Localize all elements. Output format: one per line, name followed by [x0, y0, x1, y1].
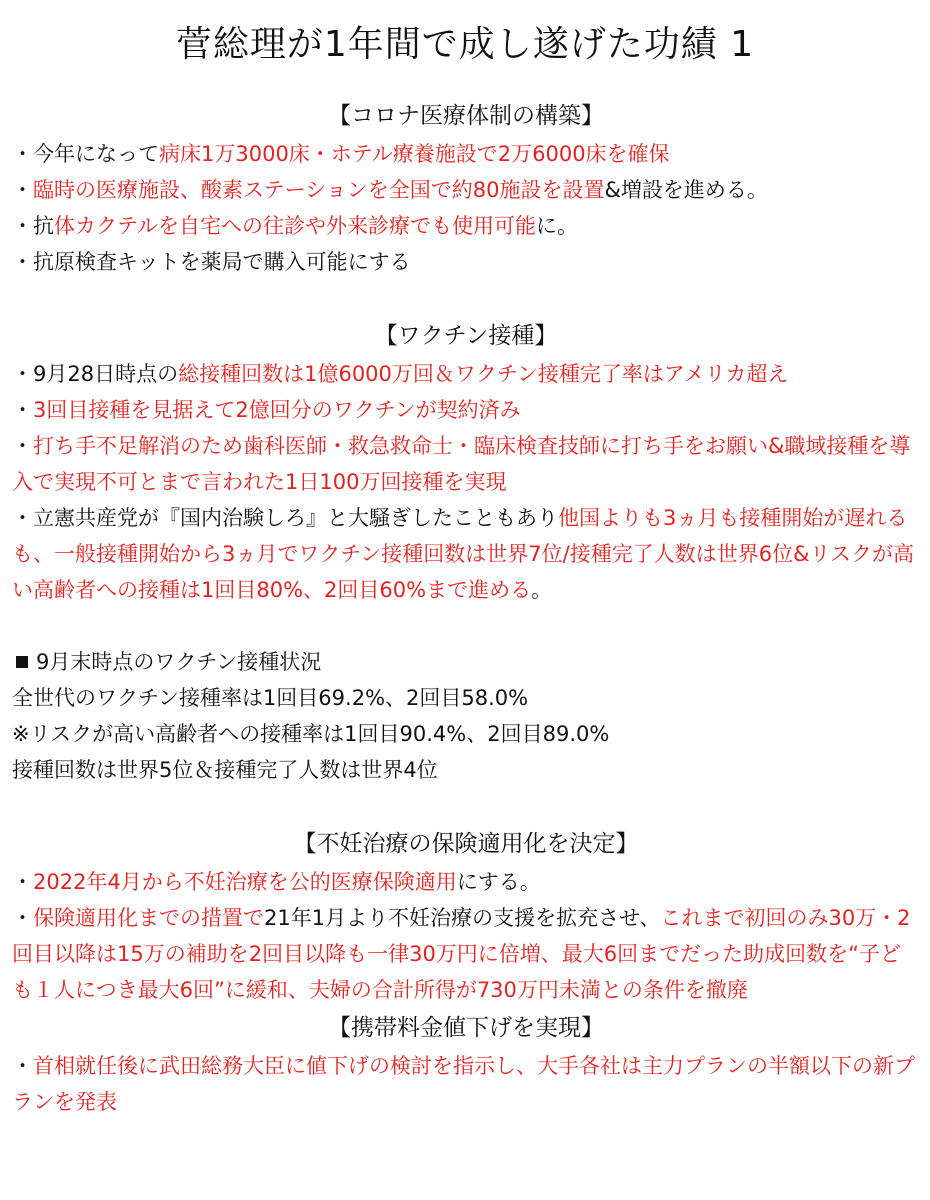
bullet-fertility-1: ・2022年4月から不妊治療を公的医療保険適用にする。: [12, 870, 541, 894]
page-title: 菅総理が1年間で成し遂げた功績 1: [175, 24, 755, 65]
bullet-mobile-1: ・首相就任後に武田総務大臣に値下げの検討を指示し、大手各社は主力プランの半額以下の新プランを発表: [12, 1054, 915, 1114]
section-heading-fertility: 【不妊治療の保険適用化を決定】: [293, 831, 639, 857]
status-line-3: 接種回数は世界5位＆接種完了人数は世界4位: [12, 758, 438, 782]
bullet-corona-2: ・臨時の医療施設、酸素ステーションを全国で約80施設を設置&増設を進める。: [12, 178, 768, 202]
bullet-corona-3: ・抗体カクテルを自宅への往診や外来診療でも使用可能に。: [12, 214, 578, 238]
section-heading-corona: 【コロナ医療体制の構築】: [328, 103, 604, 129]
bullet-vaccine-2: ・3回目接種を見据えて2億回分のワクチンが契約済み: [12, 398, 521, 422]
bullet-vaccine-3: ・打ち手不足解消のため歯科医師・救急救命士・臨床検査技師に打ち手をお願い&職域接種を導入で実現不可とまで言われた1日100万回接種を実現: [12, 434, 911, 494]
bullet-vaccine-4: ・立憲共産党が『国内治験しろ』と大騒ぎしたこともあり他国よりも3ヵ月も接種開始が遅れるも、一般接種開始から3ヵ月でワクチン接種回数は世界7位/接種完了人数は世界6位&リスクが高い高齢者への接種は1回目80%、2回目60%まで進める。: [12, 506, 915, 602]
bullet-fertility-2: ・保険適用化までの措置で21年1月より不妊治療の支援を拡充させ、これまで初回のみ30万・2回目以降は15万の補助を2回目以降も一律30万円に倍増、最大6回までだった助成回数を“子ども１人につき最大6回”に緩和、夫婦の合計所得が730万円未満との条件を撤廃: [12, 906, 911, 1002]
section-heading-mobile: 【携帯料金値下げを実現】: [328, 1015, 604, 1041]
status-heading: 9月末時点のワクチン接種状況: [12, 644, 920, 680]
bullet-corona-4: ・抗原検査キットを薬局で購入可能にする: [12, 250, 411, 274]
section-heading-vaccine: 【ワクチン接種】: [374, 323, 558, 349]
black-square-icon: [16, 656, 28, 668]
status-line-1: 全世代のワクチン接種率は1回目69.2%、2回目58.0%: [12, 686, 529, 710]
bullet-corona-1: ・今年になって病床1万3000床・ホテル療養施設で2万6000床を確保: [12, 142, 670, 166]
bullet-vaccine-1: ・9月28日時点の総接種回数は1億6000万回＆ワクチン接種完了率はアメリカ超え: [12, 362, 789, 386]
document-body: [12, 96, 920, 1120]
status-line-2: ※リスクが高い高齢者への接種率は1回目90.4%、2回目89.0%: [12, 722, 610, 746]
